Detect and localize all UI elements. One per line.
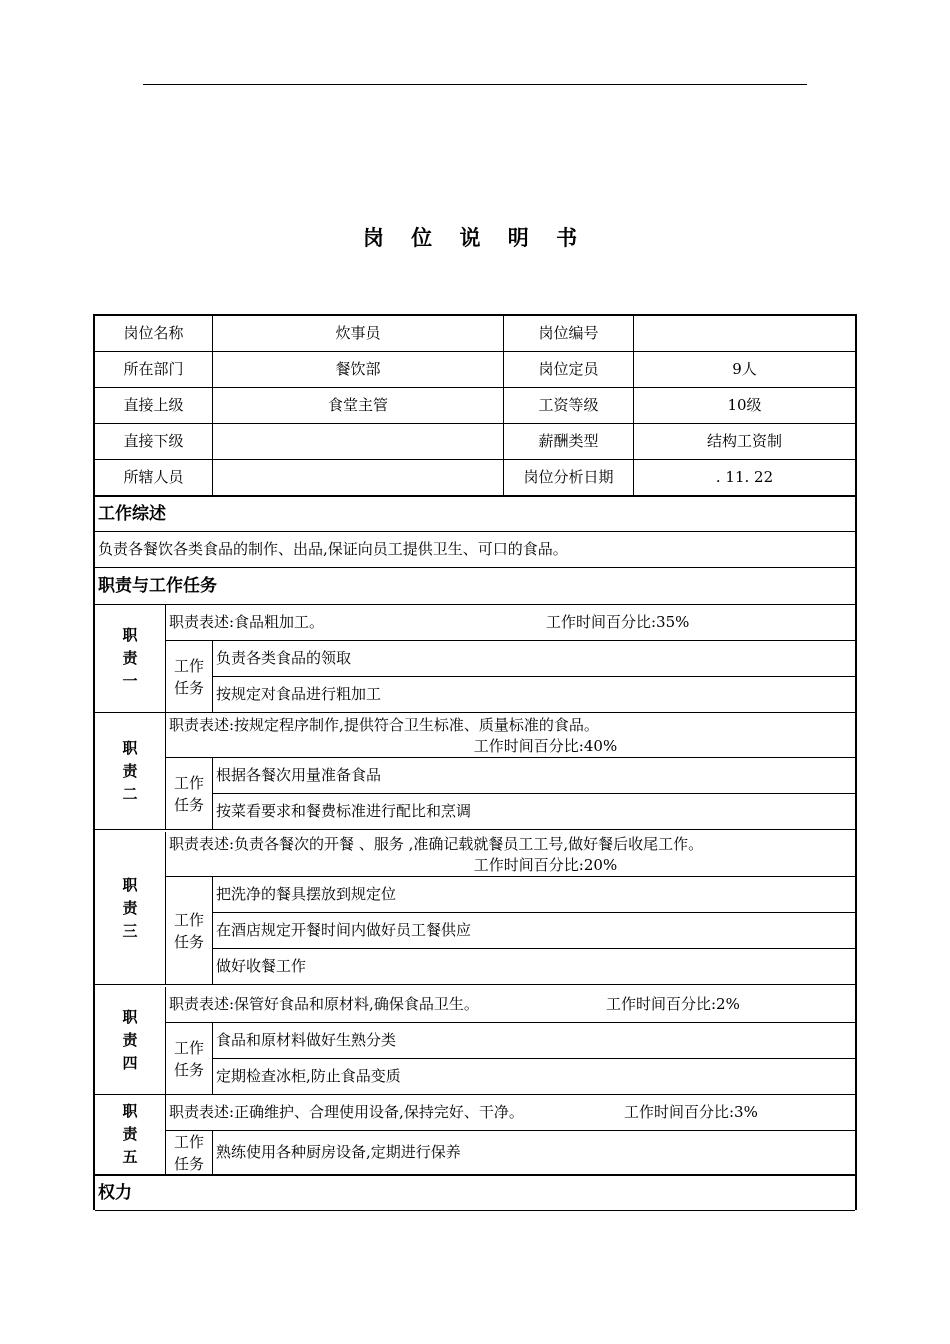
duty-4-task-1: 食品和原材料做好生熟分类 <box>213 1023 855 1059</box>
duties-heading: 职责与工作任务 <box>95 568 855 605</box>
page-title: 岗 位 说 明 书 <box>362 226 588 250</box>
duty-1-label <box>95 605 166 713</box>
duty-4-task-label <box>166 1023 213 1095</box>
duty-label-char: 一 <box>122 672 138 690</box>
info-value2-row1 <box>634 316 855 352</box>
duty-4-label <box>95 987 166 1095</box>
duty-1-task-1: 负责各类食品的领取 <box>213 641 855 677</box>
duty-label-char: 责 <box>122 761 138 780</box>
task-label-line: 任务 <box>173 932 204 951</box>
info-label2-row1: 岗位编号 <box>504 316 634 352</box>
duty-4-task-2: 定期检查冰柜,防止食品变质 <box>213 1059 855 1095</box>
duty-label-char: 四 <box>122 1054 138 1072</box>
duty-time-percentage: 工作时间百分比:40% <box>473 737 618 755</box>
duty-4-description <box>166 987 855 1023</box>
duty-2-label <box>95 713 166 830</box>
duty-label-char: 二 <box>122 784 138 803</box>
info-label1-row3: 直接上级 <box>95 388 213 424</box>
info-value1-row3: 食堂主管 <box>213 388 504 424</box>
info-label2-row4: 薪酬类型 <box>504 424 634 460</box>
duty-2-task-1: 根据各餐次用量准备食品 <box>213 758 855 794</box>
summary-heading: 工作综述 <box>95 496 855 532</box>
duty-3-task-label <box>166 877 213 985</box>
task-label-line: 工作 <box>173 656 204 675</box>
task-label-line: 任务 <box>173 795 204 814</box>
duty-1-task-2: 按规定对食品进行粗加工 <box>213 677 855 713</box>
header-rule <box>143 84 807 85</box>
task-label-line: 任务 <box>173 678 204 697</box>
task-label-line: 工作 <box>173 910 204 929</box>
task-label-line: 任务 <box>173 1154 204 1173</box>
info-label2-row3: 工资等级 <box>504 388 634 424</box>
info-value1-row5 <box>213 460 504 496</box>
duty-description-text: 职责表述:食品粗加工。 <box>169 613 325 631</box>
duty-5-task-1: 熟练使用各种厨房设备,定期进行保养 <box>213 1131 855 1175</box>
duty-5-label <box>95 1095 166 1175</box>
info-value2-row3: 10级 <box>634 388 855 424</box>
task-label-line: 任务 <box>173 1060 204 1079</box>
duty-description-text: 职责表述:保管好食品和原材料,确保食品卫生。 <box>169 995 479 1013</box>
duty-5-task-label <box>166 1131 213 1175</box>
duty-label-char: 职 <box>122 875 138 894</box>
power-heading: 权力 <box>95 1175 855 1211</box>
info-label1-row4: 直接下级 <box>95 424 213 460</box>
duty-2-task-2: 按菜看要求和餐费标准进行配比和烹调 <box>213 794 855 830</box>
info-label2-row5: 岗位分析日期 <box>504 460 634 496</box>
duty-3-task-3: 做好收餐工作 <box>213 949 855 985</box>
duty-time-percentage: 工作时间百分比:35% <box>546 613 690 631</box>
duty-label-char: 责 <box>122 1031 138 1049</box>
duty-2-description <box>166 713 855 758</box>
task-label-line: 工作 <box>173 1038 204 1057</box>
duty-label-char: 责 <box>122 1125 138 1143</box>
duty-label-char: 五 <box>122 1148 138 1166</box>
duty-3-description <box>166 832 855 877</box>
duty-1-description <box>166 605 855 641</box>
duty-description-text: 职责表述:正确维护、合理使用设备,保持完好、干净。 <box>169 1103 524 1121</box>
duty-label-char: 责 <box>122 649 138 667</box>
duty-1-task-label <box>166 641 213 713</box>
info-value1-row2: 餐饮部 <box>213 352 504 388</box>
duty-3-label <box>95 832 166 985</box>
info-value1-row4 <box>213 424 504 460</box>
info-label1-row2: 所在部门 <box>95 352 213 388</box>
duty-time-percentage: 工作时间百分比:3% <box>624 1103 758 1121</box>
duty-3-task-1: 把洗净的餐具摆放到规定位 <box>213 877 855 913</box>
task-label-line: 工作 <box>173 773 204 792</box>
duty-time-percentage: 工作时间百分比:2% <box>606 995 740 1013</box>
info-label2-row2: 岗位定员 <box>504 352 634 388</box>
duty-label-char: 职 <box>122 1008 138 1026</box>
duty-3-task-2: 在酒店规定开餐时间内做好员工餐供应 <box>213 913 855 949</box>
duty-description-text: 职责表述:负责各餐次的开餐 、服务 ,准确记载就餐员工工号,做好餐后收尾工作。 <box>169 835 704 853</box>
task-label-line: 工作 <box>173 1132 204 1151</box>
duty-label-char: 职 <box>122 1102 138 1120</box>
duty-label-char: 三 <box>122 921 138 940</box>
duty-label-char: 职 <box>122 626 138 644</box>
duty-5-description <box>166 1095 855 1131</box>
duty-2-task-label <box>166 758 213 830</box>
summary-text: 负责各餐饮各类食品的制作、出品,保证向员工提供卫生、可口的食品。 <box>95 532 855 568</box>
duty-description-text: 职责表述:按规定程序制作,提供符合卫生标准、质量标准的食品。 <box>169 716 599 734</box>
job-description-table <box>93 314 857 1210</box>
info-value2-row2: 9人 <box>634 352 855 388</box>
info-label1-row5: 所辖人员 <box>95 460 213 496</box>
info-value2-row4: 结构工资制 <box>634 424 855 460</box>
info-label1-row1: 岗位名称 <box>95 316 213 352</box>
duty-time-percentage: 工作时间百分比:20% <box>473 856 618 874</box>
duty-label-char: 责 <box>122 898 138 917</box>
info-value2-row5: . 11. 22 <box>634 460 855 496</box>
duty-label-char: 职 <box>122 738 138 757</box>
info-value1-row1: 炊事员 <box>213 316 504 352</box>
